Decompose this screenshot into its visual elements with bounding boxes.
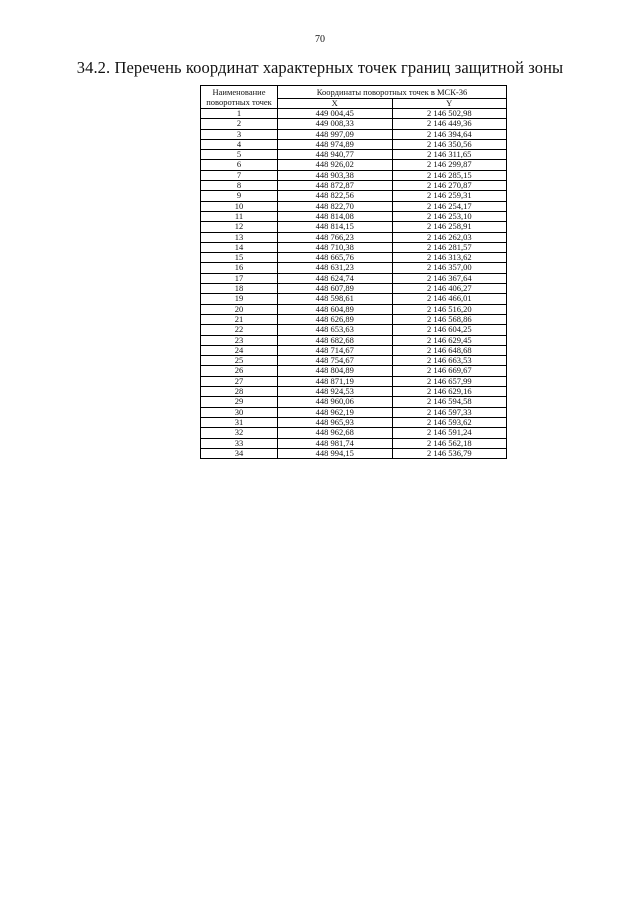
- table-row: [201, 448, 507, 458]
- table-row: [201, 181, 507, 191]
- point-name-cell: 26: [201, 366, 278, 376]
- y-coordinate-cell: 2 146 258,91: [392, 222, 507, 232]
- x-coordinate-cell: 448 714,67: [278, 345, 393, 355]
- point-name-cell: 24: [201, 345, 278, 355]
- x-coordinate-cell: 448 626,89: [278, 314, 393, 324]
- x-coordinate-cell: 448 974,89: [278, 139, 393, 149]
- point-name-cell: 30: [201, 407, 278, 417]
- point-name-cell: 14: [201, 242, 278, 252]
- x-coordinate-cell: 448 872,87: [278, 181, 393, 191]
- table-row: [201, 335, 507, 345]
- table-row: [201, 397, 507, 407]
- x-coordinate-cell: 448 994,15: [278, 448, 393, 458]
- table-row: [201, 263, 507, 273]
- point-name-cell: 31: [201, 417, 278, 427]
- y-coordinate-cell: 2 146 516,20: [392, 304, 507, 314]
- point-name-cell: 10: [201, 201, 278, 211]
- x-coordinate-cell: 448 981,74: [278, 438, 393, 448]
- x-coordinate-cell: 448 903,38: [278, 170, 393, 180]
- table-row: [201, 129, 507, 139]
- point-name-cell: 2: [201, 119, 278, 129]
- table-row: [201, 376, 507, 386]
- y-coordinate-cell: 2 146 299,87: [392, 160, 507, 170]
- x-coordinate-cell: 448 607,89: [278, 284, 393, 294]
- x-coordinate-cell: 448 754,67: [278, 356, 393, 366]
- table-row: [201, 191, 507, 201]
- x-coordinate-cell: 448 653,63: [278, 325, 393, 335]
- table-row: [201, 325, 507, 335]
- table-row: [201, 253, 507, 263]
- table-row: [201, 356, 507, 366]
- table-row: [201, 314, 507, 324]
- point-name-cell: 4: [201, 139, 278, 149]
- table-row: [201, 273, 507, 283]
- table-row: [201, 139, 507, 149]
- y-coordinate-cell: 2 146 604,25: [392, 325, 507, 335]
- x-coordinate-cell: 448 997,09: [278, 129, 393, 139]
- x-coordinate-cell: 448 710,38: [278, 242, 393, 252]
- point-name-header: Наименование поворотных точек: [201, 86, 278, 109]
- x-coordinate-cell: 448 962,68: [278, 428, 393, 438]
- point-name-cell: 28: [201, 387, 278, 397]
- point-name-cell: 12: [201, 222, 278, 232]
- table-row: [201, 160, 507, 170]
- y-coordinate-cell: 2 146 594,58: [392, 397, 507, 407]
- point-name-cell: 6: [201, 160, 278, 170]
- y-coordinate-cell: 2 146 629,16: [392, 387, 507, 397]
- x-coordinate-cell: 448 682,68: [278, 335, 393, 345]
- x-coordinate-cell: 448 804,89: [278, 366, 393, 376]
- table-row: [201, 438, 507, 448]
- point-name-cell: 17: [201, 273, 278, 283]
- page-number: 70: [315, 34, 325, 45]
- point-name-cell: 29: [201, 397, 278, 407]
- table-row: [201, 294, 507, 304]
- y-coordinate-cell: 2 146 568,86: [392, 314, 507, 324]
- y-coordinate-cell: 2 146 394,64: [392, 129, 507, 139]
- coordinates-table: [200, 85, 507, 459]
- table-row: [201, 232, 507, 242]
- y-coordinate-cell: 2 146 270,87: [392, 181, 507, 191]
- table-row: [201, 407, 507, 417]
- y-coordinate-cell: 2 146 591,24: [392, 428, 507, 438]
- x-coordinate-cell: 448 960,06: [278, 397, 393, 407]
- table-row: [201, 345, 507, 355]
- table-row: [201, 417, 507, 427]
- y-coordinate-cell: 2 146 281,57: [392, 242, 507, 252]
- y-coordinate-cell: 2 146 285,15: [392, 170, 507, 180]
- table-row: [201, 211, 507, 221]
- point-name-cell: 15: [201, 253, 278, 263]
- x-coordinate-cell: 448 822,70: [278, 201, 393, 211]
- table-row: [201, 150, 507, 160]
- point-name-cell: 8: [201, 181, 278, 191]
- table-row: [201, 428, 507, 438]
- table-header-row: [201, 86, 507, 99]
- y-coordinate-cell: 2 146 466,01: [392, 294, 507, 304]
- y-coordinate-cell: 2 146 262,03: [392, 232, 507, 242]
- y-coordinate-cell: 2 146 663,53: [392, 356, 507, 366]
- point-name-cell: 13: [201, 232, 278, 242]
- x-coordinate-cell: 448 962,19: [278, 407, 393, 417]
- point-name-cell: 16: [201, 263, 278, 273]
- point-name-cell: 3: [201, 129, 278, 139]
- x-coordinate-cell: 448 871,19: [278, 376, 393, 386]
- x-coordinate-cell: 448 766,23: [278, 232, 393, 242]
- point-name-cell: 20: [201, 304, 278, 314]
- table-row: [201, 109, 507, 119]
- y-coordinate-cell: 2 146 313,62: [392, 253, 507, 263]
- table-row: [201, 242, 507, 252]
- x-coordinate-cell: 448 814,15: [278, 222, 393, 232]
- x-coordinate-cell: 448 604,89: [278, 304, 393, 314]
- table-row: [201, 366, 507, 376]
- y-coordinate-cell: 2 146 657,99: [392, 376, 507, 386]
- y-coordinate-cell: 2 146 597,33: [392, 407, 507, 417]
- x-column-header: X: [278, 98, 393, 108]
- table-row: [201, 304, 507, 314]
- point-name-cell: 33: [201, 438, 278, 448]
- x-coordinate-cell: 448 631,23: [278, 263, 393, 273]
- y-coordinate-cell: 2 146 629,45: [392, 335, 507, 345]
- point-name-cell: 1: [201, 109, 278, 119]
- y-coordinate-cell: 2 146 253,10: [392, 211, 507, 221]
- y-coordinate-cell: 2 146 406,27: [392, 284, 507, 294]
- y-coordinate-cell: 2 146 254,17: [392, 201, 507, 211]
- y-coordinate-cell: 2 146 259,31: [392, 191, 507, 201]
- point-name-cell: 19: [201, 294, 278, 304]
- y-coordinate-cell: 2 146 669,67: [392, 366, 507, 376]
- table-row: [201, 222, 507, 232]
- x-coordinate-cell: 448 940,77: [278, 150, 393, 160]
- point-name-cell: 21: [201, 314, 278, 324]
- table-body: [201, 109, 507, 459]
- table-row: [201, 387, 507, 397]
- x-coordinate-cell: 449 004,45: [278, 109, 393, 119]
- y-coordinate-cell: 2 146 367,64: [392, 273, 507, 283]
- point-name-cell: 34: [201, 448, 278, 458]
- point-name-cell: 27: [201, 376, 278, 386]
- x-coordinate-cell: 448 624,74: [278, 273, 393, 283]
- point-name-cell: 23: [201, 335, 278, 345]
- table-row: [201, 284, 507, 294]
- x-coordinate-cell: 448 814,08: [278, 211, 393, 221]
- y-coordinate-cell: 2 146 449,36: [392, 119, 507, 129]
- y-coordinate-cell: 2 146 648,68: [392, 345, 507, 355]
- y-column-header: Y: [392, 98, 507, 108]
- table-row: [201, 119, 507, 129]
- y-coordinate-cell: 2 146 357,00: [392, 263, 507, 273]
- point-name-cell: 9: [201, 191, 278, 201]
- y-coordinate-cell: 2 146 593,62: [392, 417, 507, 427]
- y-coordinate-cell: 2 146 536,79: [392, 448, 507, 458]
- x-coordinate-cell: 448 926,02: [278, 160, 393, 170]
- x-coordinate-cell: 448 924,53: [278, 387, 393, 397]
- point-name-cell: 11: [201, 211, 278, 221]
- point-name-cell: 32: [201, 428, 278, 438]
- y-coordinate-cell: 2 146 562,18: [392, 438, 507, 448]
- coordinates-group-header: Координаты поворотных точек в МСК-36: [278, 86, 507, 99]
- x-coordinate-cell: 448 822,56: [278, 191, 393, 201]
- x-coordinate-cell: 448 665,76: [278, 253, 393, 263]
- table-row: [201, 201, 507, 211]
- point-name-cell: 22: [201, 325, 278, 335]
- point-name-cell: 5: [201, 150, 278, 160]
- page-heading: 34.2. Перечень координат характерных точек границ защитной зоны: [76, 58, 564, 77]
- point-name-cell: 25: [201, 356, 278, 366]
- table-row: [201, 170, 507, 180]
- point-name-cell: 7: [201, 170, 278, 180]
- y-coordinate-cell: 2 146 502,98: [392, 109, 507, 119]
- x-coordinate-cell: 448 965,93: [278, 417, 393, 427]
- y-coordinate-cell: 2 146 311,65: [392, 150, 507, 160]
- y-coordinate-cell: 2 146 350,56: [392, 139, 507, 149]
- x-coordinate-cell: 449 008,33: [278, 119, 393, 129]
- point-name-cell: 18: [201, 284, 278, 294]
- x-coordinate-cell: 448 598,61: [278, 294, 393, 304]
